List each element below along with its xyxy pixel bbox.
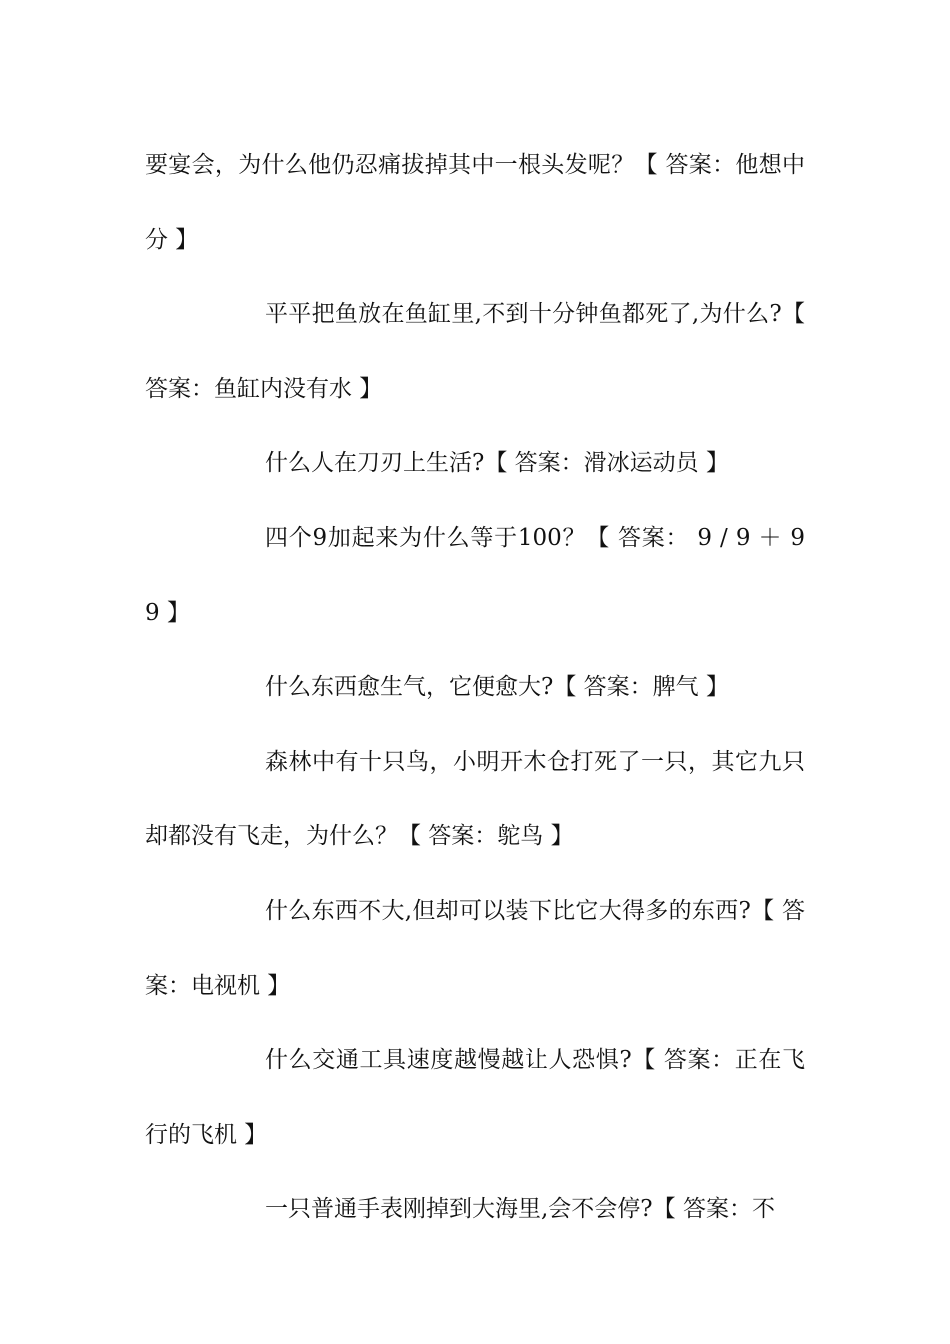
paragraph-vehicle-riddle: 什么交通工具速度越慢越让人恐惧?【 答案：正在飞行的飞机 】 — [145, 1047, 805, 1148]
paragraph-watch-riddle: 一只普通手表刚掉到大海里,会不会停?【 答案：不 — [265, 1196, 775, 1223]
paragraph-fish-tank-riddle: 平平把鱼放在鱼缸里,不到十分钟鱼都死了,为什么?【 答案：鱼缸内没有水 】 — [145, 301, 805, 402]
paragraph-blade-riddle: 什么人在刀刃上生活?【 答案：滑冰运动员 】 — [265, 450, 729, 477]
paragraph-four-nines-riddle: 四个9加起来为什么等于100？【 答案： 9 / 9 ＋ 9 9 】 — [145, 524, 805, 626]
paragraph-container-riddle: 什么东西不大,但却可以装下比它大得多的东西?【 答案：电视机 】 — [145, 897, 805, 999]
paragraph-anger-riddle: 什么东西愈生气，它便愈大?【 答案：脾气 】 — [265, 674, 729, 701]
paragraph-hair-riddle: 要宴会，为什么他仍忍痛拔掉其中一根头发呢？【 答案：他想中分 】 — [145, 152, 805, 253]
document-body — [145, 128, 805, 1247]
paragraph-birds-riddle: 森林中有十只鸟，小明开木仓打死了一只，其它九只却都没有飞走，为什么？【 答案：鸵鸟 】 — [145, 748, 805, 850]
